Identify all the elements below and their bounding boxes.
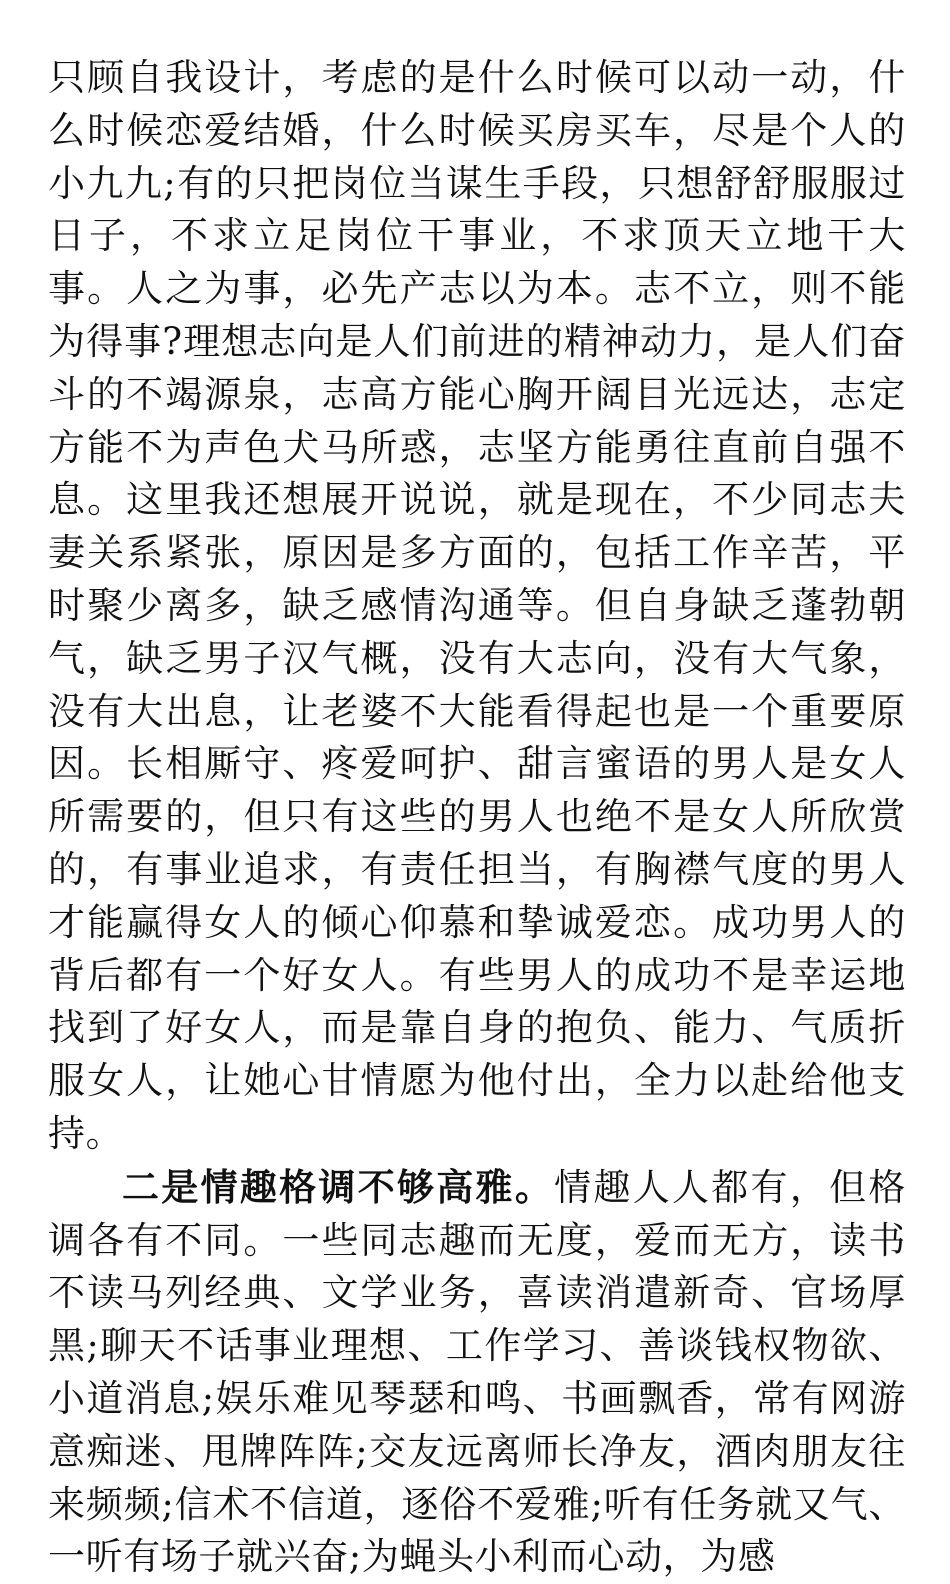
paragraph-text: 情趣人人都有，但格调各有不同。一些同志趣而无度，爱而无方，读书不读马列经典、文学业务，喜读消遣新奇、官场厚黑;聊天不话事业理想、工作学习、善谈钱权物欲、小道消息;娱乐难见琴瑟和鸣、书画飘香，常有网游意痴迷、甩牌阵阵;交友远离师长净友，酒肉朋友往来频频;信术不信道，逐俗不爱雅;听有任务就又气、一听有场子就兴奋;为蝇头小利而心动，为感 xyxy=(48,1165,906,1579)
document-page xyxy=(48,52,906,1584)
section-heading: 二是情趣格调不够高雅。 xyxy=(122,1164,555,1209)
body-paragraph-2 xyxy=(48,1161,906,1584)
paragraph-text: 只顾自我设计，考虑的是什么时候可以动一动，什么时候恋爱结婚，什么时候买房买车，尽是个人的小九九;有的只把岗位当谋生手段，只想舒舒服服过日子，不求立足岗位干事业，不求顶天立地干大事。人之为事，必先产志以为本。志不立，则不能为得事?理想志向是人们前进的精神动力，是人们奋斗的不竭源泉，志高方能心胸开阔目光远达，志定方能不为声色犬马所惑，志坚方能勇往直前自强不息。这里我还想展开说说，就是现在，不少同志夫妻关系紧张，原因是多方面的，包括工作辛苦，平时聚少离多，缺乏感情沟通等。但自身缺乏蓬勃朝气，缺乏男子汉气概，没有大志向，没有大气象，没有大出息，让老婆不大能看得起也是一个重要原因。长相厮守、疼爱呵护、甜言蜜语的男人是女人所需要的，但只有这些的男人也绝不是女人所欣赏的，有事业追求，有责任担当，有胸襟气度的男人才能赢得女人的倾心仰慕和挚诚爱恋。成功男人的背后都有一个好女人。有些男人的成功不是幸运地找到了好女人，而是靠自身的抱负、能力、气质折服女人，让她心甘情愿为他付出，全力以赴给他支持。 xyxy=(48,56,906,1155)
body-paragraph-1 xyxy=(48,52,906,1161)
